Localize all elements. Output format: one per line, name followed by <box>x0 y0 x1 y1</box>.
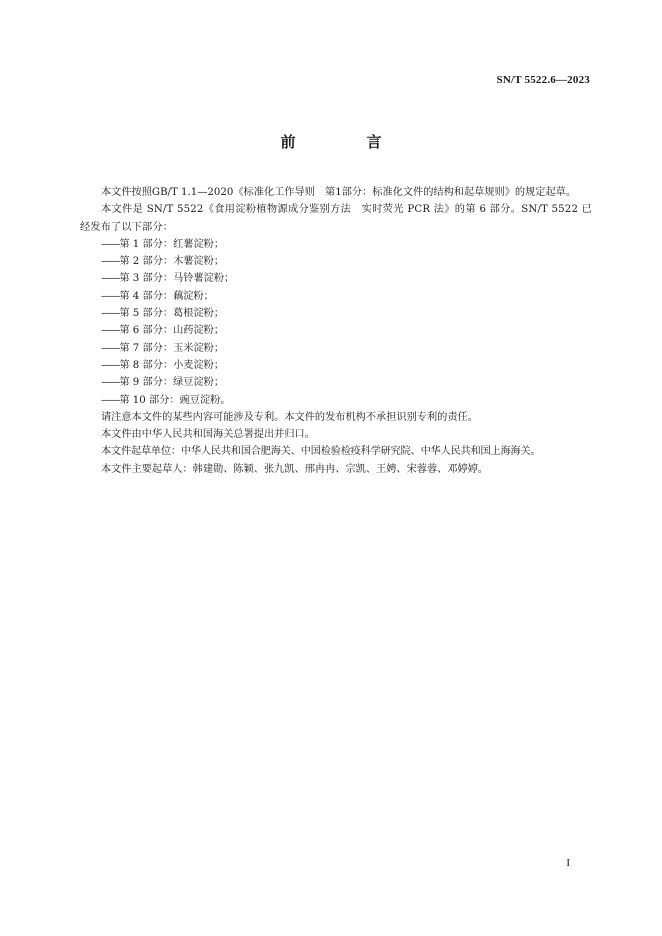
parts-list <box>80 236 592 409</box>
list-item: ——第 7 部分：玉米淀粉； <box>101 342 225 354</box>
document-body <box>80 184 592 478</box>
paragraph-drafting-rules: 本文件按照GB/T 1.1—2020《标准化工作导则 第1部分：标准化文件的结构和起草规则》的规定起草。 <box>101 187 577 198</box>
list-item: ——第 10 部分：豌豆淀粉。 <box>101 394 231 406</box>
paragraph-patent-notice: 请注意本文件的某些内容可能涉及专利。本文件的发布机构不承担识别专利的责任。 <box>101 411 478 423</box>
document-code: SN/T 5522.6—2023 <box>496 74 590 86</box>
list-item: ——第 3 部分：马铃薯淀粉； <box>101 273 235 285</box>
page-title: 前 言 <box>280 133 410 151</box>
paragraph-series-intro: 本文件是 SN/T 5522《食用淀粉植物源成分鉴别方法 实时荧光 PCR 法》的第 6 部分。SN/T 5522 已经发布了以下部分： <box>80 204 592 233</box>
list-item: ——第 8 部分：小麦淀粉； <box>101 359 225 371</box>
page-number: I <box>566 857 570 869</box>
list-item: ——第 4 部分：藕淀粉； <box>101 290 214 302</box>
list-item: ——第 2 部分：木薯淀粉； <box>101 256 225 268</box>
paragraph-drafters: 本文件主要起草人：韩建勋、陈颖、张九凯、邢冉冉、宗凯、王娉、宋蓉蓉、邓婷婷。 <box>101 463 489 475</box>
paragraph-proposer: 本文件由中华人民共和国海关总署提出并归口。 <box>101 429 315 441</box>
list-item: ——第 5 部分：葛根淀粉； <box>101 308 225 320</box>
list-item: ——第 9 部分：绿豆淀粉； <box>101 377 225 389</box>
paragraph-drafting-units: 本文件起草单位：中华人民共和国合肥海关、中国检验检疫科学研究院、中华人民共和国上海海关。 <box>101 446 541 458</box>
list-item: ——第 6 部分：山药淀粉； <box>101 325 225 337</box>
list-item: ——第 1 部分：红薯淀粉； <box>101 238 225 250</box>
